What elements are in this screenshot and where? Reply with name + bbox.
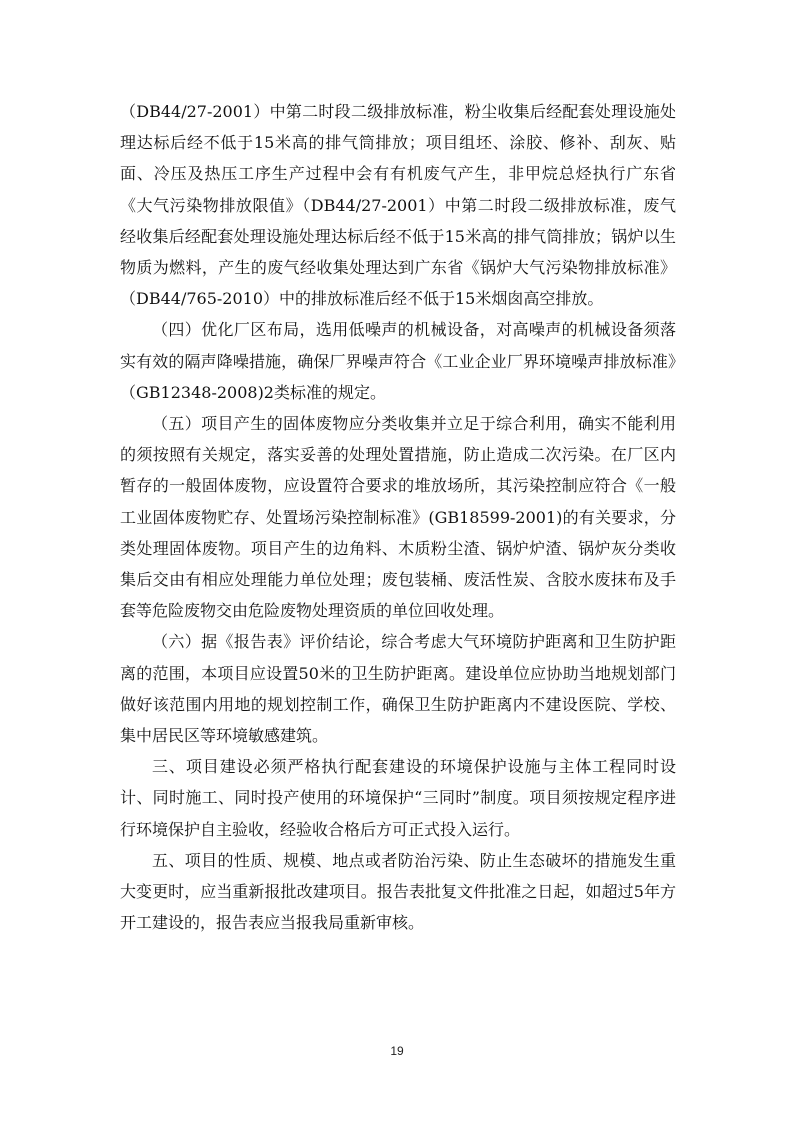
paragraph-solid-waste: （五）项目产生的固体废物应分类收集并立足于综合利用，确实不能利用的须按照有关规定，落实妥善的处理处置措施，防止造成二次污染。在厂区内暂存的一般固体废物，应设置符合要求的堆放场所，其污染控制应符合《一般工业固体废物贮存、处置场污染控制标准》(GB18599-2001)的有关要求，分类处理固体废物。项目产生的边角料、木质粉尘渣、锅炉炉渣、锅炉灰分类收集后交由有相应处理能力单位处理；废包装桶、废活性炭、含胶水废抹布及手套等危险废物交由危险废物处理资质的单位回收处理。 [120, 414, 676, 621]
paragraph-noise-control: （四）优化厂区布局，选用低噪声的机械设备，对高噪声的机械设备须落实有效的隔声降噪措施，确保厂界噪声符合《工业企业厂界环境噪声排放标准》（GB12348-2008)2类标准的规定。 [120, 320, 676, 402]
paragraph-major-changes: 五、项目的性质、规模、地点或者防治污染、防止生态破坏的措施发生重大变更时，应当重新报批改建项目。报告表批复文件批准之日起，如超过5年方开工建设的，报告表应当报我局重新审核。 [120, 850, 676, 933]
paragraph-three-simultaneities: 三、项目建设必须严格执行配套建设的环境保护设施与主体工程同时设计、同时施工、同时投产使用的环境保护“三同时”制度。项目须按规定程序进行环境保护自主验收，经验收合格后方可正式投入运行。 [120, 757, 676, 839]
paragraph-sanitary-protection-distance: （六）据《报告表》评价结论，综合考虑大气环境防护距离和卫生防护距离的范围，本项目应设置50米的卫生防护距离。建设单位应协助当地规划部门做好该范围内用地的规划控制工作，确保卫生防护距离内不建设医院、学校、集中居民区等环境敏感建筑。 [120, 632, 676, 746]
paragraph-air-emission-standards: （DB44/27-2001）中第二时段二级排放标准，粉尘收集后经配套处理设施处理达标后经不低于15米高的排气筒排放；项目组坯、涂胶、修补、刮灰、贴面、冷压及热压工序生产过程中会有有机废气产生，非甲烷总烃执行广东省《大气污染物排放限值》（DB44/27-2001）中第二时段二级排放标准，废气经收集后经配套处理设施处理达标后经不低于15米高的排气筒排放；锅炉以生物质为燃料，产生的废气经收集处理达到广东省《锅炉大气污染物排放标准》（DB44/765-2010）中的排放标准后经不低于15米烟囱高空排放。 [120, 102, 676, 309]
page-number: 19 [390, 1044, 404, 1058]
document-body [120, 96, 676, 938]
